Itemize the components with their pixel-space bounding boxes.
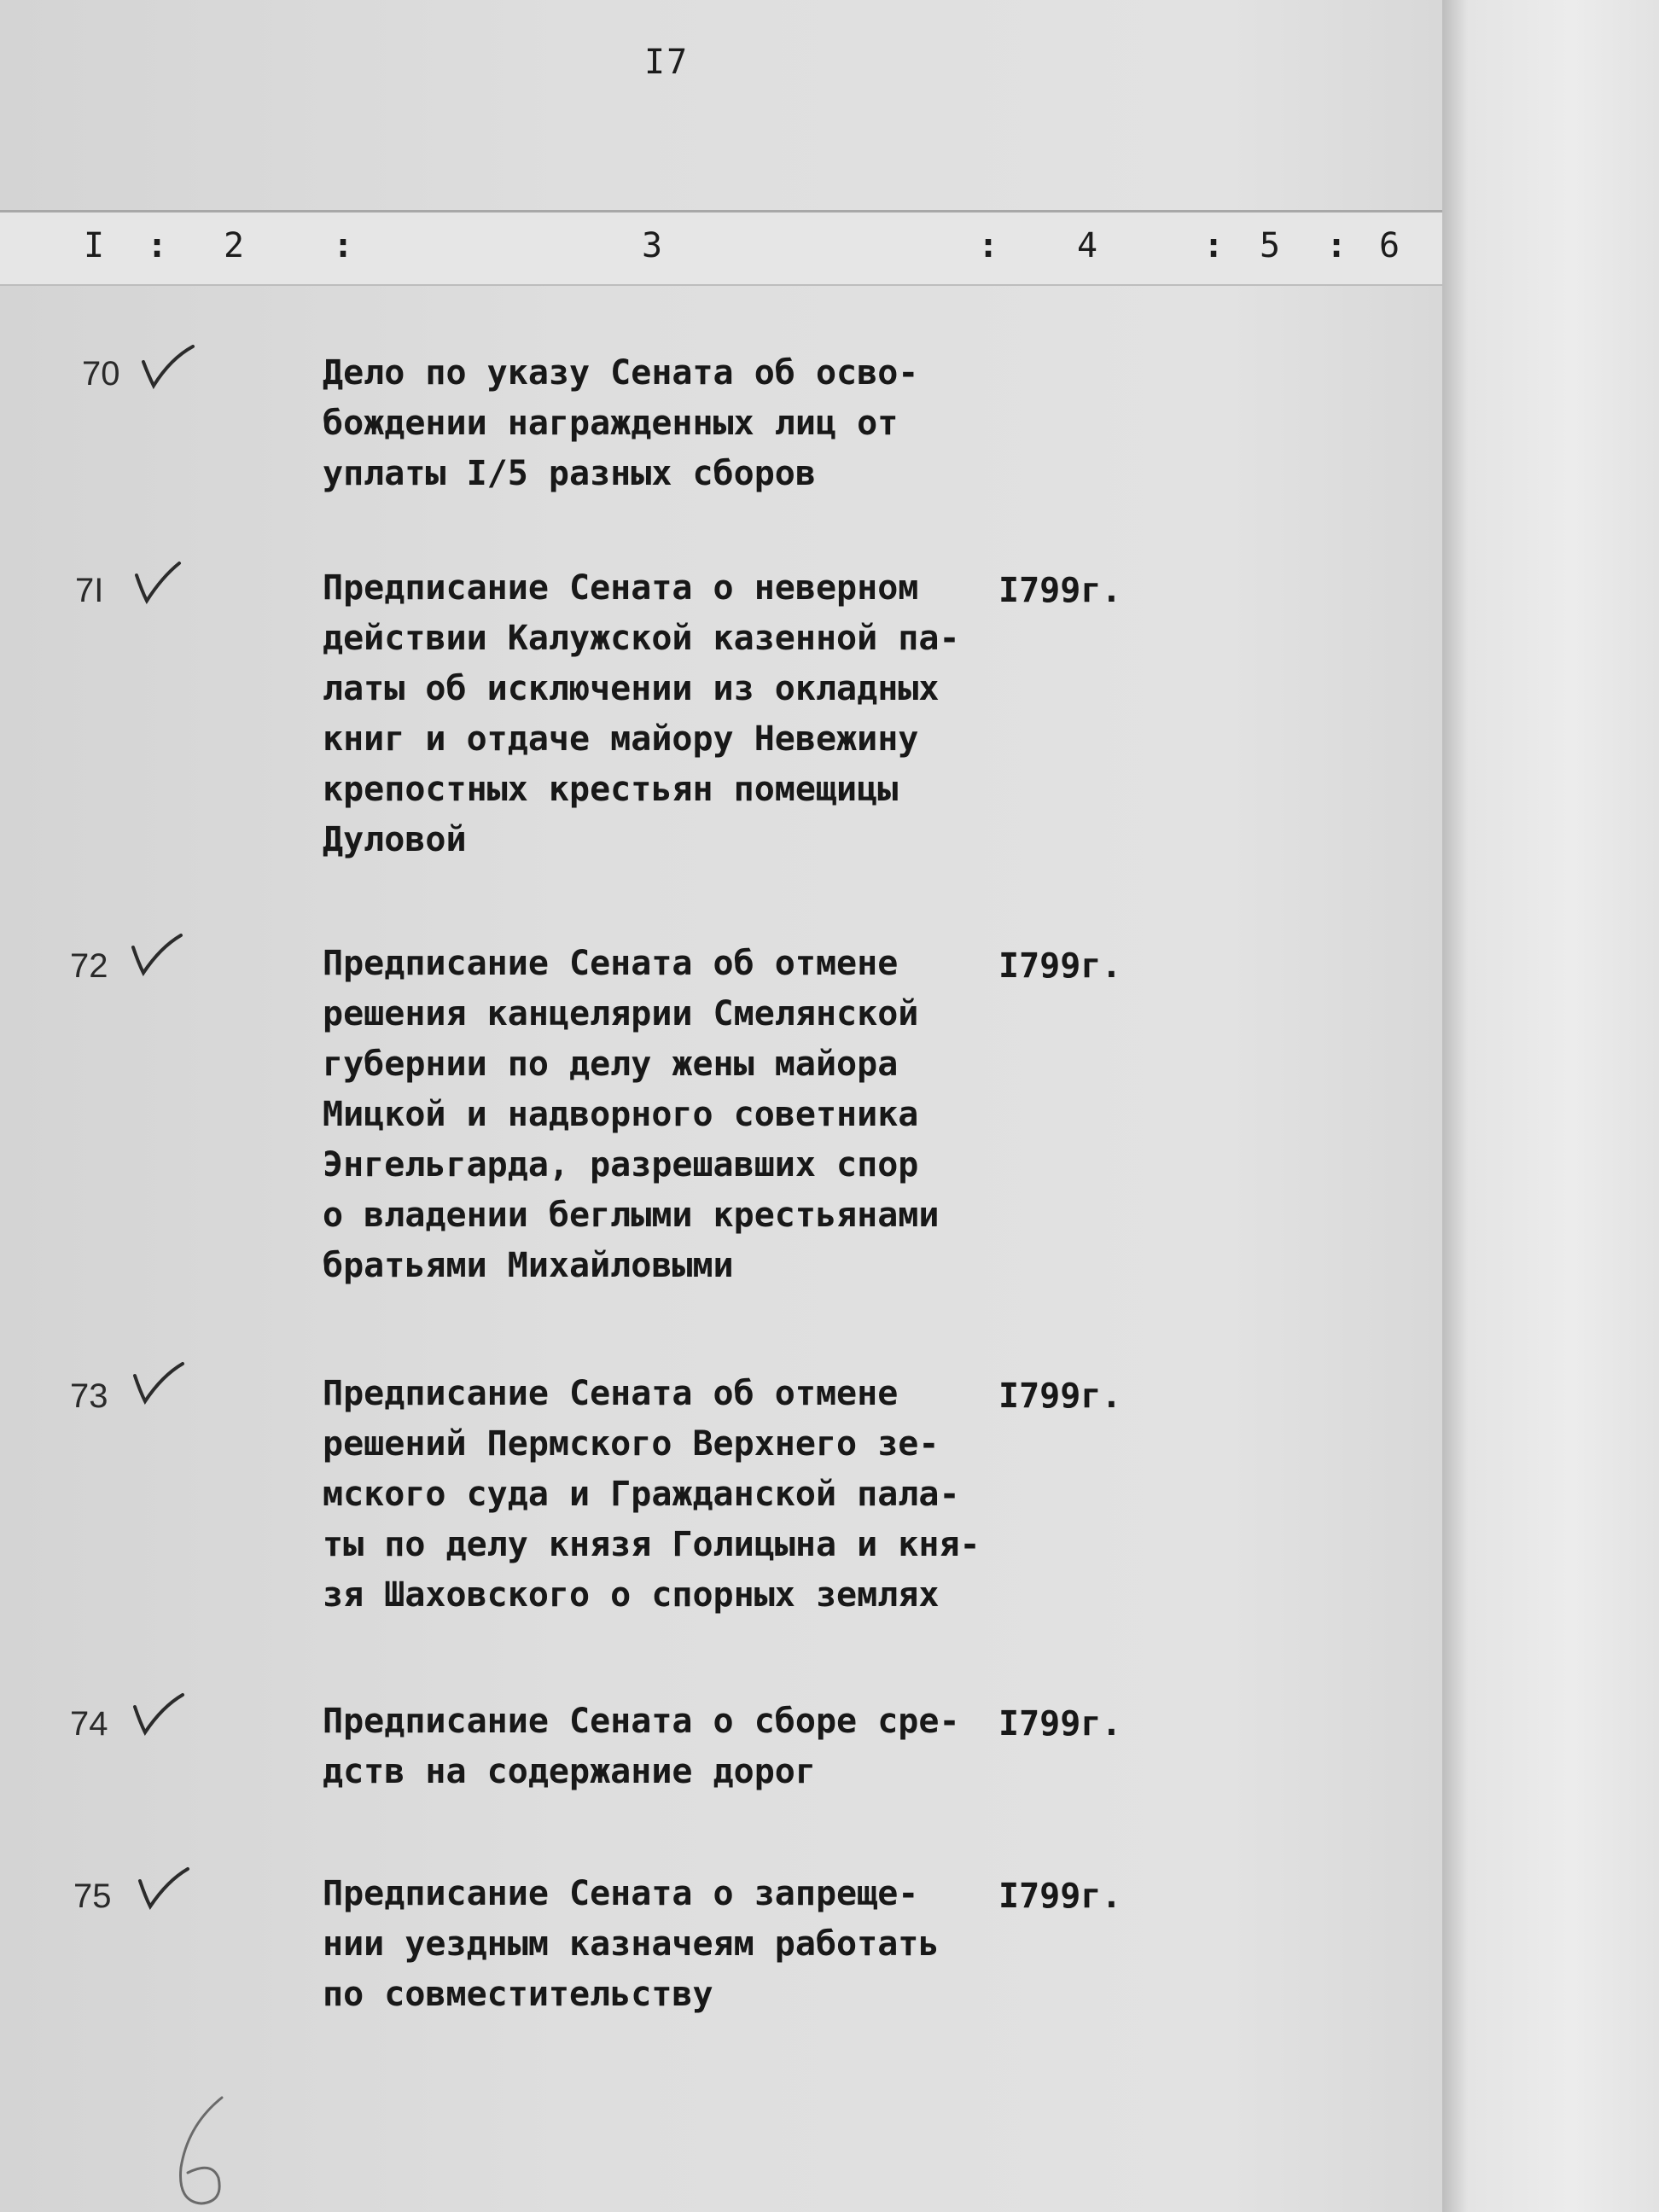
- description-line: Предписание Сената об отмене: [323, 944, 899, 983]
- entry-number: 74: [70, 1705, 108, 1743]
- checkmark-icon: [128, 558, 188, 609]
- column-3-label: 3: [642, 226, 663, 265]
- description-line: Дело по указу Сената об осво-: [323, 353, 919, 393]
- column-separator: :: [1203, 226, 1225, 265]
- description-line: книг и отдаче майору Невежину: [323, 719, 919, 759]
- description-line: уплаты I/5 разных сборов: [323, 454, 816, 493]
- description-line: бождении награжденных лиц от: [323, 404, 899, 443]
- description-line: Энгельгарда, разрешавших спор: [323, 1145, 919, 1185]
- description-line: действии Калужской казенной па-: [323, 619, 960, 658]
- description-line: латы об исключении из окладных: [323, 669, 940, 708]
- entry-description: [323, 1369, 1022, 1621]
- checkmark-icon: [133, 1862, 193, 1913]
- entry-description: [323, 939, 1022, 1291]
- column-6-label: 6: [1379, 226, 1400, 265]
- description-line: Дуловой: [323, 820, 467, 859]
- column-separator: :: [1326, 226, 1348, 265]
- description-line: о владении беглыми крестьянами: [323, 1196, 940, 1235]
- description-line: губернии по делу жены майора: [323, 1045, 899, 1084]
- description-line: Мицкой и надворного советника: [323, 1095, 919, 1134]
- description-line: зя Шаховского о спорных землях: [323, 1575, 940, 1615]
- column-1-label: I: [84, 226, 105, 265]
- description-line: крепостных крестьян помещицы: [323, 770, 899, 809]
- entry-year: I799г.: [998, 1377, 1122, 1416]
- checkmark-icon: [126, 928, 186, 980]
- entry-number: 70: [82, 355, 120, 393]
- entry-number: 7I: [75, 572, 104, 609]
- checkmark-icon: [128, 1357, 188, 1408]
- entry-number: 72: [70, 947, 108, 985]
- column-separator: :: [147, 226, 168, 265]
- entry-description: [323, 1869, 1022, 2020]
- description-line: ты по делу князя Голицына и кня-: [323, 1525, 981, 1564]
- column-4-label: 4: [1077, 226, 1098, 265]
- description-line: решения канцелярии Смелянской: [323, 994, 919, 1033]
- description-line: Предписание Сената о сборе сре-: [323, 1702, 960, 1741]
- description-line: решений Пермского Верхнего зе-: [323, 1424, 940, 1464]
- entry-year: I799г.: [998, 1877, 1122, 1916]
- handwritten-folio-mark: [162, 2091, 239, 2212]
- description-line: Предписание Сената о неверном: [323, 568, 919, 608]
- description-line: Предписание Сената об отмене: [323, 1374, 899, 1413]
- column-2-label: 2: [224, 226, 245, 265]
- column-separator: :: [978, 226, 999, 265]
- entry-description: [323, 348, 1022, 499]
- entry-description: [323, 1697, 1022, 1797]
- description-line: по совместительству: [323, 1975, 713, 2014]
- description-line: братьями Михайловыми: [323, 1246, 734, 1285]
- entry-year: I799г.: [998, 946, 1122, 986]
- description-line: Предписание Сената о запреще-: [323, 1874, 919, 1913]
- checkmark-icon: [128, 1688, 188, 1739]
- description-line: нии уездным казначеям работать: [323, 1924, 940, 1964]
- page-number: I7: [644, 43, 690, 82]
- entry-year: I799г.: [998, 1704, 1122, 1743]
- checkmark-icon: [137, 341, 196, 393]
- column-separator: :: [333, 226, 354, 265]
- description-line: мского суда и Гражданской пала-: [323, 1475, 960, 1514]
- entry-description: [323, 563, 1022, 865]
- entry-number: 73: [70, 1377, 108, 1415]
- underlying-sheet: [1442, 0, 1659, 2212]
- entry-year: I799г.: [998, 571, 1122, 610]
- entry-number: 75: [73, 1877, 112, 1915]
- description-line: дств на содержание дорог: [323, 1752, 816, 1791]
- column-5-label: 5: [1260, 226, 1281, 265]
- column-header: [0, 210, 1442, 286]
